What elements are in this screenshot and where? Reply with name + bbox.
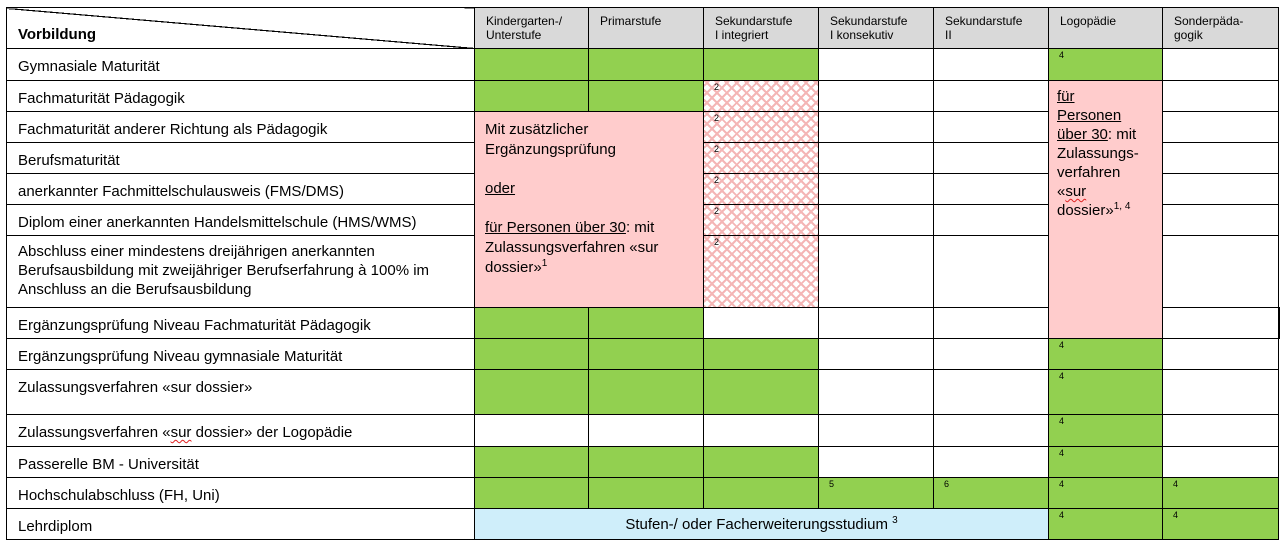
cell-hatched [704,236,819,308]
cell-empty [934,447,1049,478]
cell-empty [1163,236,1279,308]
cell-eligible [1049,447,1163,478]
cell-empty [1163,205,1279,236]
row-label: Ergänzungsprüfung Niveau gymnasiale Maturität [7,339,475,370]
cell-eligible [589,308,704,339]
cell-eligible [475,370,589,415]
extension-study-cell: Stufen-/ oder Facherweiterungsstudium $^3$ [475,509,1049,540]
row-label: Lehrdiplom [7,509,475,540]
cell-empty [934,143,1049,174]
cell-eligible [475,447,589,478]
cell-eligible [1163,478,1279,509]
cell-eligible [1163,509,1279,540]
cell-empty [1163,49,1279,81]
row-label: Fachmaturität Pädagogik [7,81,475,112]
cell-eligible [704,447,819,478]
cell-empty [1163,81,1279,112]
cell-eligible [589,81,704,112]
footnote-marker: 2 [714,82,720,92]
footnote-marker: 2 [714,144,720,154]
cell-empty [819,174,934,205]
corner-header: Vorbildung [7,8,475,49]
cell-empty [934,81,1049,112]
cell-eligible [819,478,934,509]
column-header-sek2: Sekundarstufe II [934,8,1049,49]
cell-empty [1163,308,1279,339]
cell-empty [819,236,934,308]
footnote-marker: 4 [1173,510,1179,520]
column-header-primarstufe: Primarstufe [589,8,704,49]
cell-empty [819,112,934,143]
footnote-marker: 4 [1059,416,1065,426]
cell-hatched [704,205,819,236]
cell-empty [819,447,934,478]
cell-empty [934,236,1049,308]
cell-empty [1163,339,1279,370]
cell-empty [934,49,1049,81]
cell-empty [819,339,934,370]
cell-eligible [1049,370,1163,415]
cell-eligible [589,339,704,370]
cell-eligible [475,308,589,339]
row-label: Ergänzungsprüfung Niveau Fachmaturität Pädagogik [7,308,475,339]
footnote-marker: 4 [1059,510,1065,520]
cell-eligible [589,478,704,509]
cell-empty [934,174,1049,205]
footnote-marker: 2 [714,237,720,247]
cell-eligible [1049,478,1163,509]
cell-hatched [704,81,819,112]
row-label: Hochschulabschluss (FH, Uni) [7,478,475,509]
row-label: Berufsmaturität [7,143,475,174]
cell-eligible [704,478,819,509]
cell-empty [934,205,1049,236]
cell-empty [704,308,819,339]
cell-eligible [475,81,589,112]
row-label: Fachmaturität anderer Richtung als Pädagogik [7,112,475,143]
cell-eligible [704,49,819,81]
column-header-sonderpaedagogik: Sonderpäda- gogik [1163,8,1279,49]
cell-hatched [704,174,819,205]
cell-eligible [589,370,704,415]
cell-empty [819,49,934,81]
footnote-marker: 4 [1059,371,1065,381]
column-header-logopaedie: Logopädie [1049,8,1163,49]
cell-empty [704,415,819,447]
footnote-marker: 4 [1173,479,1179,489]
row-label: Zulassungsverfahren «sur dossier» der Logopädie [7,415,475,447]
cell-empty [819,143,934,174]
cell-empty [1163,415,1279,447]
footnote-marker: 4 [1059,448,1065,458]
cell-empty [819,81,934,112]
cell-hatched [704,143,819,174]
column-header-sek1-integriert: Sekundarstufe I integriert [704,8,819,49]
cell-eligible [589,447,704,478]
cell-empty [934,370,1049,415]
cell-eligible [1049,339,1163,370]
cell-empty [589,415,704,447]
cell-empty [819,370,934,415]
cell-eligible [589,49,704,81]
footnote-marker: 4 [1059,340,1065,350]
cell-empty [819,205,934,236]
footnote-marker: 2 [714,175,720,185]
footnote-marker: 6 [944,479,950,489]
cell-empty [1163,143,1279,174]
row-label: Abschluss einer mindestens dreijährigen anerkannten Berufsausbildung mit zweijähriger Berufserfahrung à 100% im Anschluss an die Berufsausbildung [7,236,475,308]
logopaedie-conditional-cell: für Personen über 30: mit Zulassungs- verfahren «sur dossier»$^{1, 4}$ [1049,81,1163,339]
cell-empty [475,415,589,447]
cell-eligible [934,478,1049,509]
row-label: anerkannter Fachmittelschulausweis (FMS/DMS) [7,174,475,205]
row-label: Diplom einer anerkannten Handelsmittelschule (HMS/WMS) [7,205,475,236]
cell-eligible [1049,49,1163,81]
cell-empty [1163,112,1279,143]
admission-table [6,7,1280,540]
cell-eligible [475,478,589,509]
footnote-marker: 2 [714,206,720,216]
cell-eligible [1049,415,1163,447]
footnote-marker: 4 [1059,50,1065,60]
cell-empty [1163,447,1279,478]
cell-hatched [704,112,819,143]
footnote-marker: 4 [1059,479,1065,489]
cell-empty [819,308,934,339]
cell-eligible [475,339,589,370]
cell-empty [934,339,1049,370]
cell-empty [934,415,1049,447]
row-label: Zulassungsverfahren «sur dossier» [7,370,475,415]
cell-empty [1163,174,1279,205]
cell-empty [1163,370,1279,415]
cell-empty [819,415,934,447]
footnote-marker: 2 [714,113,720,123]
column-header-sek1-konsekutiv: Sekundarstufe I konsekutiv [819,8,934,49]
cell-empty [1279,308,1280,339]
cell-empty [934,308,1049,339]
cell-empty [934,112,1049,143]
cell-eligible [1049,509,1163,540]
column-header-kindergarten: Kindergarten-/ Unterstufe [475,8,589,49]
cell-eligible [704,370,819,415]
cell-eligible [475,49,589,81]
row-label: Passerelle BM - Universität [7,447,475,478]
footnote-marker: 5 [829,479,835,489]
conditional-admission-cell: Mit zusätzlicher Ergänzungsprüfung oder für Personen über 30: mit Zulassungsverfahren «sur dossier»$^1$ [475,112,704,308]
row-label: Gymnasiale Maturität [7,49,475,81]
cell-eligible [704,339,819,370]
